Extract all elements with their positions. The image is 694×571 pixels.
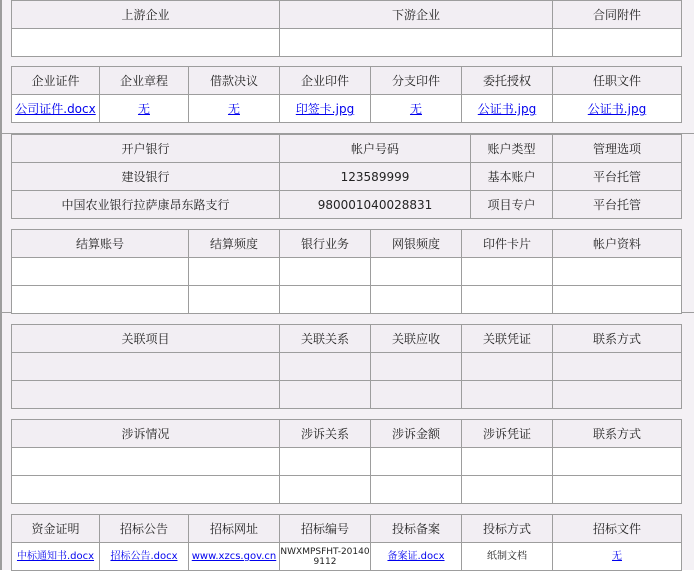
link-appointment[interactable]: 公证书.jpg <box>587 102 647 116</box>
cell-contract-attachment <box>553 29 682 57</box>
header-tender-notice: 招标公告 <box>100 515 189 543</box>
header-appointment-document: 任职文件 <box>553 67 682 95</box>
header-related-relation: 关联关系 <box>280 325 371 353</box>
header-bid-method: 投标方式 <box>462 515 553 543</box>
table-cell <box>553 476 682 504</box>
table-cell <box>371 258 462 286</box>
header-tender-document: 招标文件 <box>553 515 682 543</box>
header-contact: 联系方式 <box>553 325 682 353</box>
bid-method: 纸制文档 <box>462 543 553 571</box>
account-number: 123589999 <box>280 163 471 191</box>
header-litigation-amount: 涉诉金额 <box>371 420 462 448</box>
header-fund-proof: 资金证明 <box>12 515 100 543</box>
header-account-materials: 帐户资料 <box>553 230 682 258</box>
table-cell <box>12 448 280 476</box>
table-cell <box>280 258 371 286</box>
table-cell <box>553 286 682 314</box>
link-company-certificate[interactable]: 公司证件.docx <box>15 102 96 116</box>
management-option: 平台托管 <box>553 163 682 191</box>
table-cell <box>189 286 280 314</box>
header-related-voucher: 关联凭证 <box>462 325 553 353</box>
header-related-receivable: 关联应收 <box>371 325 462 353</box>
table-cell <box>12 286 189 314</box>
table-cell <box>189 258 280 286</box>
link-authorization[interactable]: 公证书.jpg <box>477 102 537 116</box>
settlement-table <box>11 229 682 314</box>
header-account-type: 账户类型 <box>471 135 553 163</box>
table-cell <box>462 381 553 409</box>
table-cell <box>12 381 280 409</box>
table-cell <box>371 381 462 409</box>
header-enterprise-charter: 企业章程 <box>100 67 189 95</box>
bank-name: 建设银行 <box>12 163 280 191</box>
bidding-table <box>11 514 682 571</box>
bank-name: 中国农业银行拉萨康昂东路支行 <box>12 191 280 219</box>
table-cell <box>371 353 462 381</box>
header-contract-attachment: 合同附件 <box>553 1 682 29</box>
table-cell <box>462 353 553 381</box>
link-charter[interactable]: 无 <box>137 102 150 116</box>
table-cell <box>553 258 682 286</box>
table-cell <box>280 381 371 409</box>
link-seal-card[interactable]: 印签卡.jpg <box>295 102 355 116</box>
header-related-project: 关联项目 <box>12 325 280 353</box>
upstream-table <box>11 0 682 57</box>
header-opening-bank: 开户银行 <box>12 135 280 163</box>
header-bid-filing: 投标备案 <box>371 515 462 543</box>
header-litigation: 涉诉情况 <box>12 420 280 448</box>
link-tender-document[interactable]: 无 <box>612 551 622 562</box>
header-ebank-frequency: 网银频度 <box>371 230 462 258</box>
table-cell <box>280 448 371 476</box>
header-litigation-voucher: 涉诉凭证 <box>462 420 553 448</box>
documents-table <box>11 66 682 123</box>
header-management-option: 管理选项 <box>553 135 682 163</box>
related-table <box>11 324 682 409</box>
link-branch-seal[interactable]: 无 <box>409 102 422 116</box>
header-litigation-relation: 涉诉关系 <box>280 420 371 448</box>
table-cell <box>462 258 553 286</box>
header-contact: 联系方式 <box>553 420 682 448</box>
table-cell <box>462 286 553 314</box>
link-tender-website[interactable]: www.xzcs.gov.cn <box>191 551 277 562</box>
header-bank-business: 银行业务 <box>280 230 371 258</box>
table-cell <box>553 381 682 409</box>
cell-downstream <box>280 29 553 57</box>
header-loan-resolution: 借款决议 <box>189 67 280 95</box>
table-cell <box>371 476 462 504</box>
header-downstream: 下游企业 <box>280 1 553 29</box>
header-account-number: 帐户号码 <box>280 135 471 163</box>
table-cell <box>12 353 280 381</box>
header-authorization: 委托授权 <box>462 67 553 95</box>
header-seal-card: 印件卡片 <box>462 230 553 258</box>
table-cell <box>553 448 682 476</box>
table-cell <box>12 476 280 504</box>
header-branch-seal: 分支印件 <box>371 67 462 95</box>
header-tender-website: 招标网址 <box>189 515 280 543</box>
account-number: 980001040028831 <box>280 191 471 219</box>
bank-table <box>11 134 682 219</box>
header-settlement-frequency: 结算频度 <box>189 230 280 258</box>
link-loan-resolution[interactable]: 无 <box>227 102 240 116</box>
table-cell <box>280 476 371 504</box>
table-cell <box>371 286 462 314</box>
table-cell <box>553 353 682 381</box>
tender-number: NWXMPSFHT-201409112 <box>280 543 371 571</box>
link-tender-notice[interactable]: 招标公告.docx <box>110 551 178 562</box>
account-type: 基本账户 <box>471 163 553 191</box>
management-option: 平台托管 <box>553 191 682 219</box>
table-cell <box>12 258 189 286</box>
cell-upstream <box>12 29 280 57</box>
table-cell <box>280 286 371 314</box>
account-type: 项目专户 <box>471 191 553 219</box>
table-cell <box>462 448 553 476</box>
header-settlement-account: 结算账号 <box>12 230 189 258</box>
header-enterprise-certificate: 企业证件 <box>12 67 100 95</box>
left-border-upper <box>0 0 2 312</box>
link-award-notice[interactable]: 中标通知书.docx <box>16 551 95 562</box>
table-cell <box>462 476 553 504</box>
header-upstream: 上游企业 <box>12 1 280 29</box>
left-border-lower <box>0 313 2 570</box>
litigation-table <box>11 419 682 504</box>
link-filing-certificate[interactable]: 备案证.docx <box>387 551 445 562</box>
header-enterprise-seal: 企业印件 <box>280 67 371 95</box>
table-cell <box>280 353 371 381</box>
table-cell <box>371 448 462 476</box>
header-tender-number: 招标编号 <box>280 515 371 543</box>
